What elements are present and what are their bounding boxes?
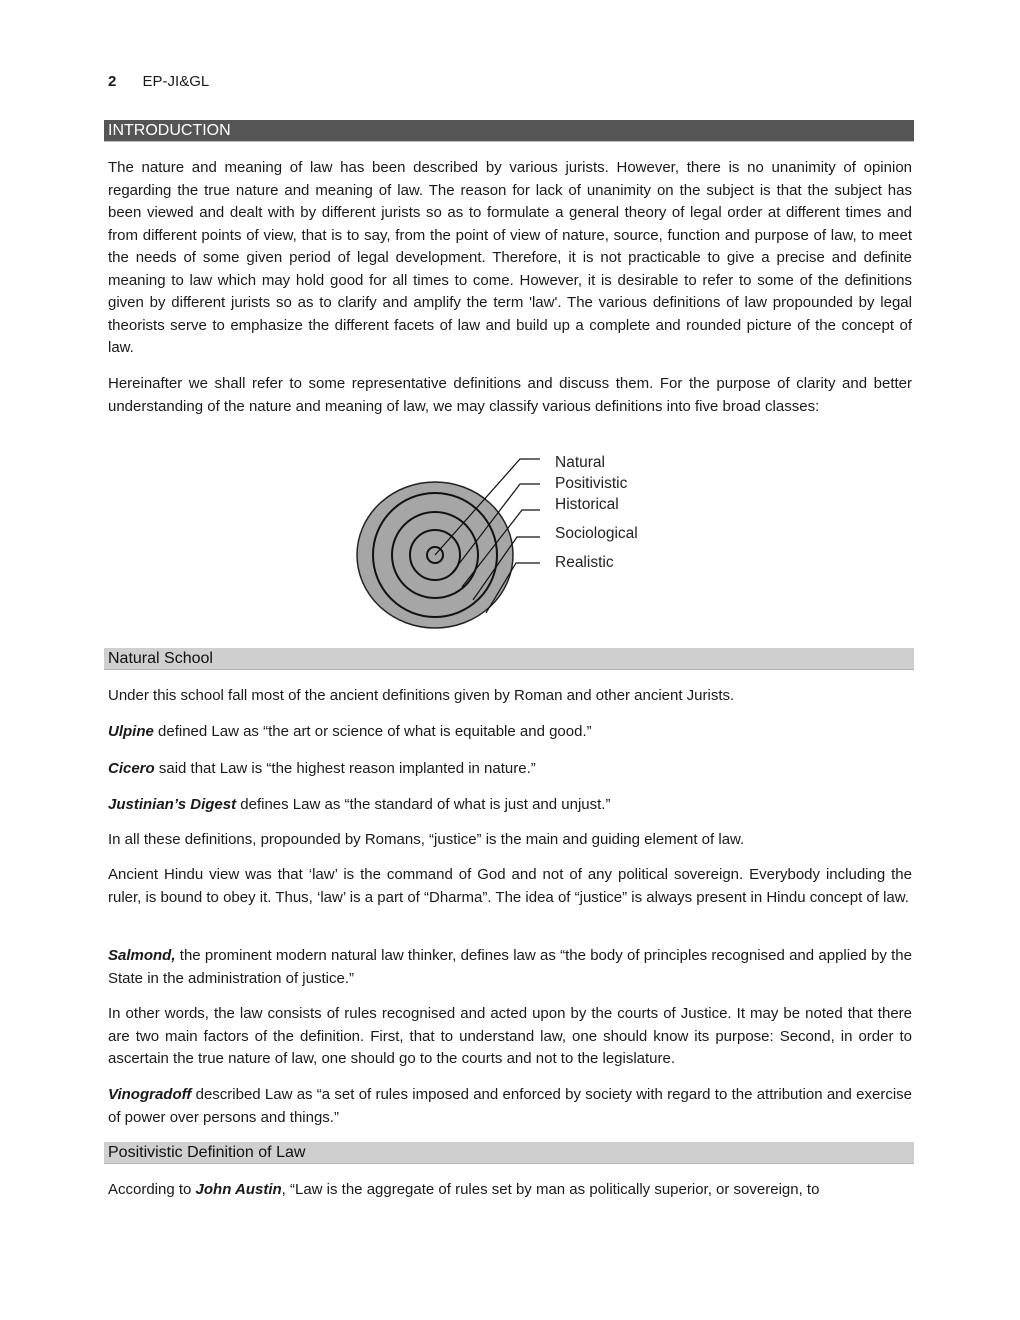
section-heading-introduction: INTRODUCTION bbox=[104, 120, 914, 142]
definition-text: the prominent modern natural law thinker, defines law as “the body of principles recognised and applied by the State in the administration of justice.” bbox=[108, 947, 912, 987]
section-heading-natural-school: Natural School bbox=[104, 648, 914, 670]
diagram-label-historical: Historical bbox=[555, 496, 619, 513]
definition-cicero bbox=[108, 758, 912, 781]
other-words-paragraph: In other words, the law consists of rules recognised and acted upon by the courts of Justice. It may be noted that there are two main factors of the definition. First, that to understand law, one should know its purpose: Second, in order to ascertain the true nature of law, one should go to the courts and not to the legislature. bbox=[108, 1005, 912, 1067]
jurist-name: Vinogradoff bbox=[108, 1086, 192, 1103]
roman-note: In all these definitions, propounded by Romans, “justice” is the main and guiding element of law. bbox=[108, 831, 745, 848]
jurist-name: Ulpine bbox=[108, 723, 154, 740]
diagram-label-sociological: Sociological bbox=[555, 525, 638, 542]
natural-school-intro: Under this school fall most of the ancient definitions given by Roman and other ancient Jurists. bbox=[108, 687, 735, 704]
jurist-name: Justinian’s Digest bbox=[108, 796, 237, 813]
definition-vinogradoff bbox=[108, 1084, 912, 1129]
page-number: 2 bbox=[108, 73, 117, 90]
definition-text: defines Law as “the standard of what is just and unjust.” bbox=[236, 796, 611, 813]
diagram-label-natural: Natural bbox=[555, 454, 605, 471]
diagram-label-realistic: Realistic bbox=[555, 554, 614, 571]
running-header bbox=[108, 73, 209, 90]
definition-text: described Law as “a set of rules imposed and enforced by society with regard to the attribution and exercise of power over persons and things.” bbox=[108, 1086, 912, 1126]
running-title: EP-JI&GL bbox=[142, 73, 210, 90]
jurist-name: Salmond, bbox=[108, 947, 176, 964]
intro-paragraph-2: Hereinafter we shall refer to some representative definitions and discuss them. For the purpose of clarity and better understanding of the nature and meaning of law, we may classify various definitions into five broad classes: bbox=[108, 375, 912, 415]
section-heading-positivistic: Positivistic Definition of Law bbox=[104, 1142, 914, 1164]
definition-austin bbox=[108, 1179, 912, 1202]
definition-salmond bbox=[108, 945, 912, 990]
jurist-name: John Austin bbox=[195, 1181, 282, 1198]
schools-of-law-diagram bbox=[340, 445, 680, 635]
hindu-view: Ancient Hindu view was that ‘law’ is the command of God and not of any political sovereign. Everybody including the ruler, is bound to obey it. Thus, ‘law’ is a part of “Dharma”. The idea of “justice” is always present in Hindu concept of law. bbox=[108, 866, 912, 906]
definition-ulpine bbox=[108, 721, 912, 744]
definition-text: said that Law is “the highest reason implanted in nature.” bbox=[154, 760, 536, 777]
definition-justinian bbox=[108, 794, 912, 817]
definition-text: defined Law as “the art or science of what is equitable and good.” bbox=[153, 723, 592, 740]
intro-paragraph-1: The nature and meaning of law has been described by various jurists. However, there is no unanimity of opinion regarding the true nature and meaning of law. The reason for lack of unanimity on the subject is that the subject has been viewed and dealt with by different jurists so as to formulate a general theory of legal order at different times and from different points of view, that is to say, from the point of view of nature, source, function and purpose of law, to meet the needs of some given period of legal development. Therefore, it is not practicable to give a precise and definite meaning to law which may hold good for all times to come. However, it is desirable to refer to some of the definitions given by different jurists so as to clarify and amplify the term 'law'. The various definitions of law propounded by legal theorists serve to emphasize the different facets of law and build up a complete and rounded picture of the concept of law. bbox=[108, 159, 912, 356]
jurist-name: Cicero bbox=[108, 760, 155, 777]
definition-text: , “Law is the aggregate of rules set by man as politically superior, or sovereign, to bbox=[281, 1181, 820, 1198]
diagram-label-positivistic: Positivistic bbox=[555, 475, 628, 492]
definition-prefix: According to bbox=[108, 1181, 196, 1198]
